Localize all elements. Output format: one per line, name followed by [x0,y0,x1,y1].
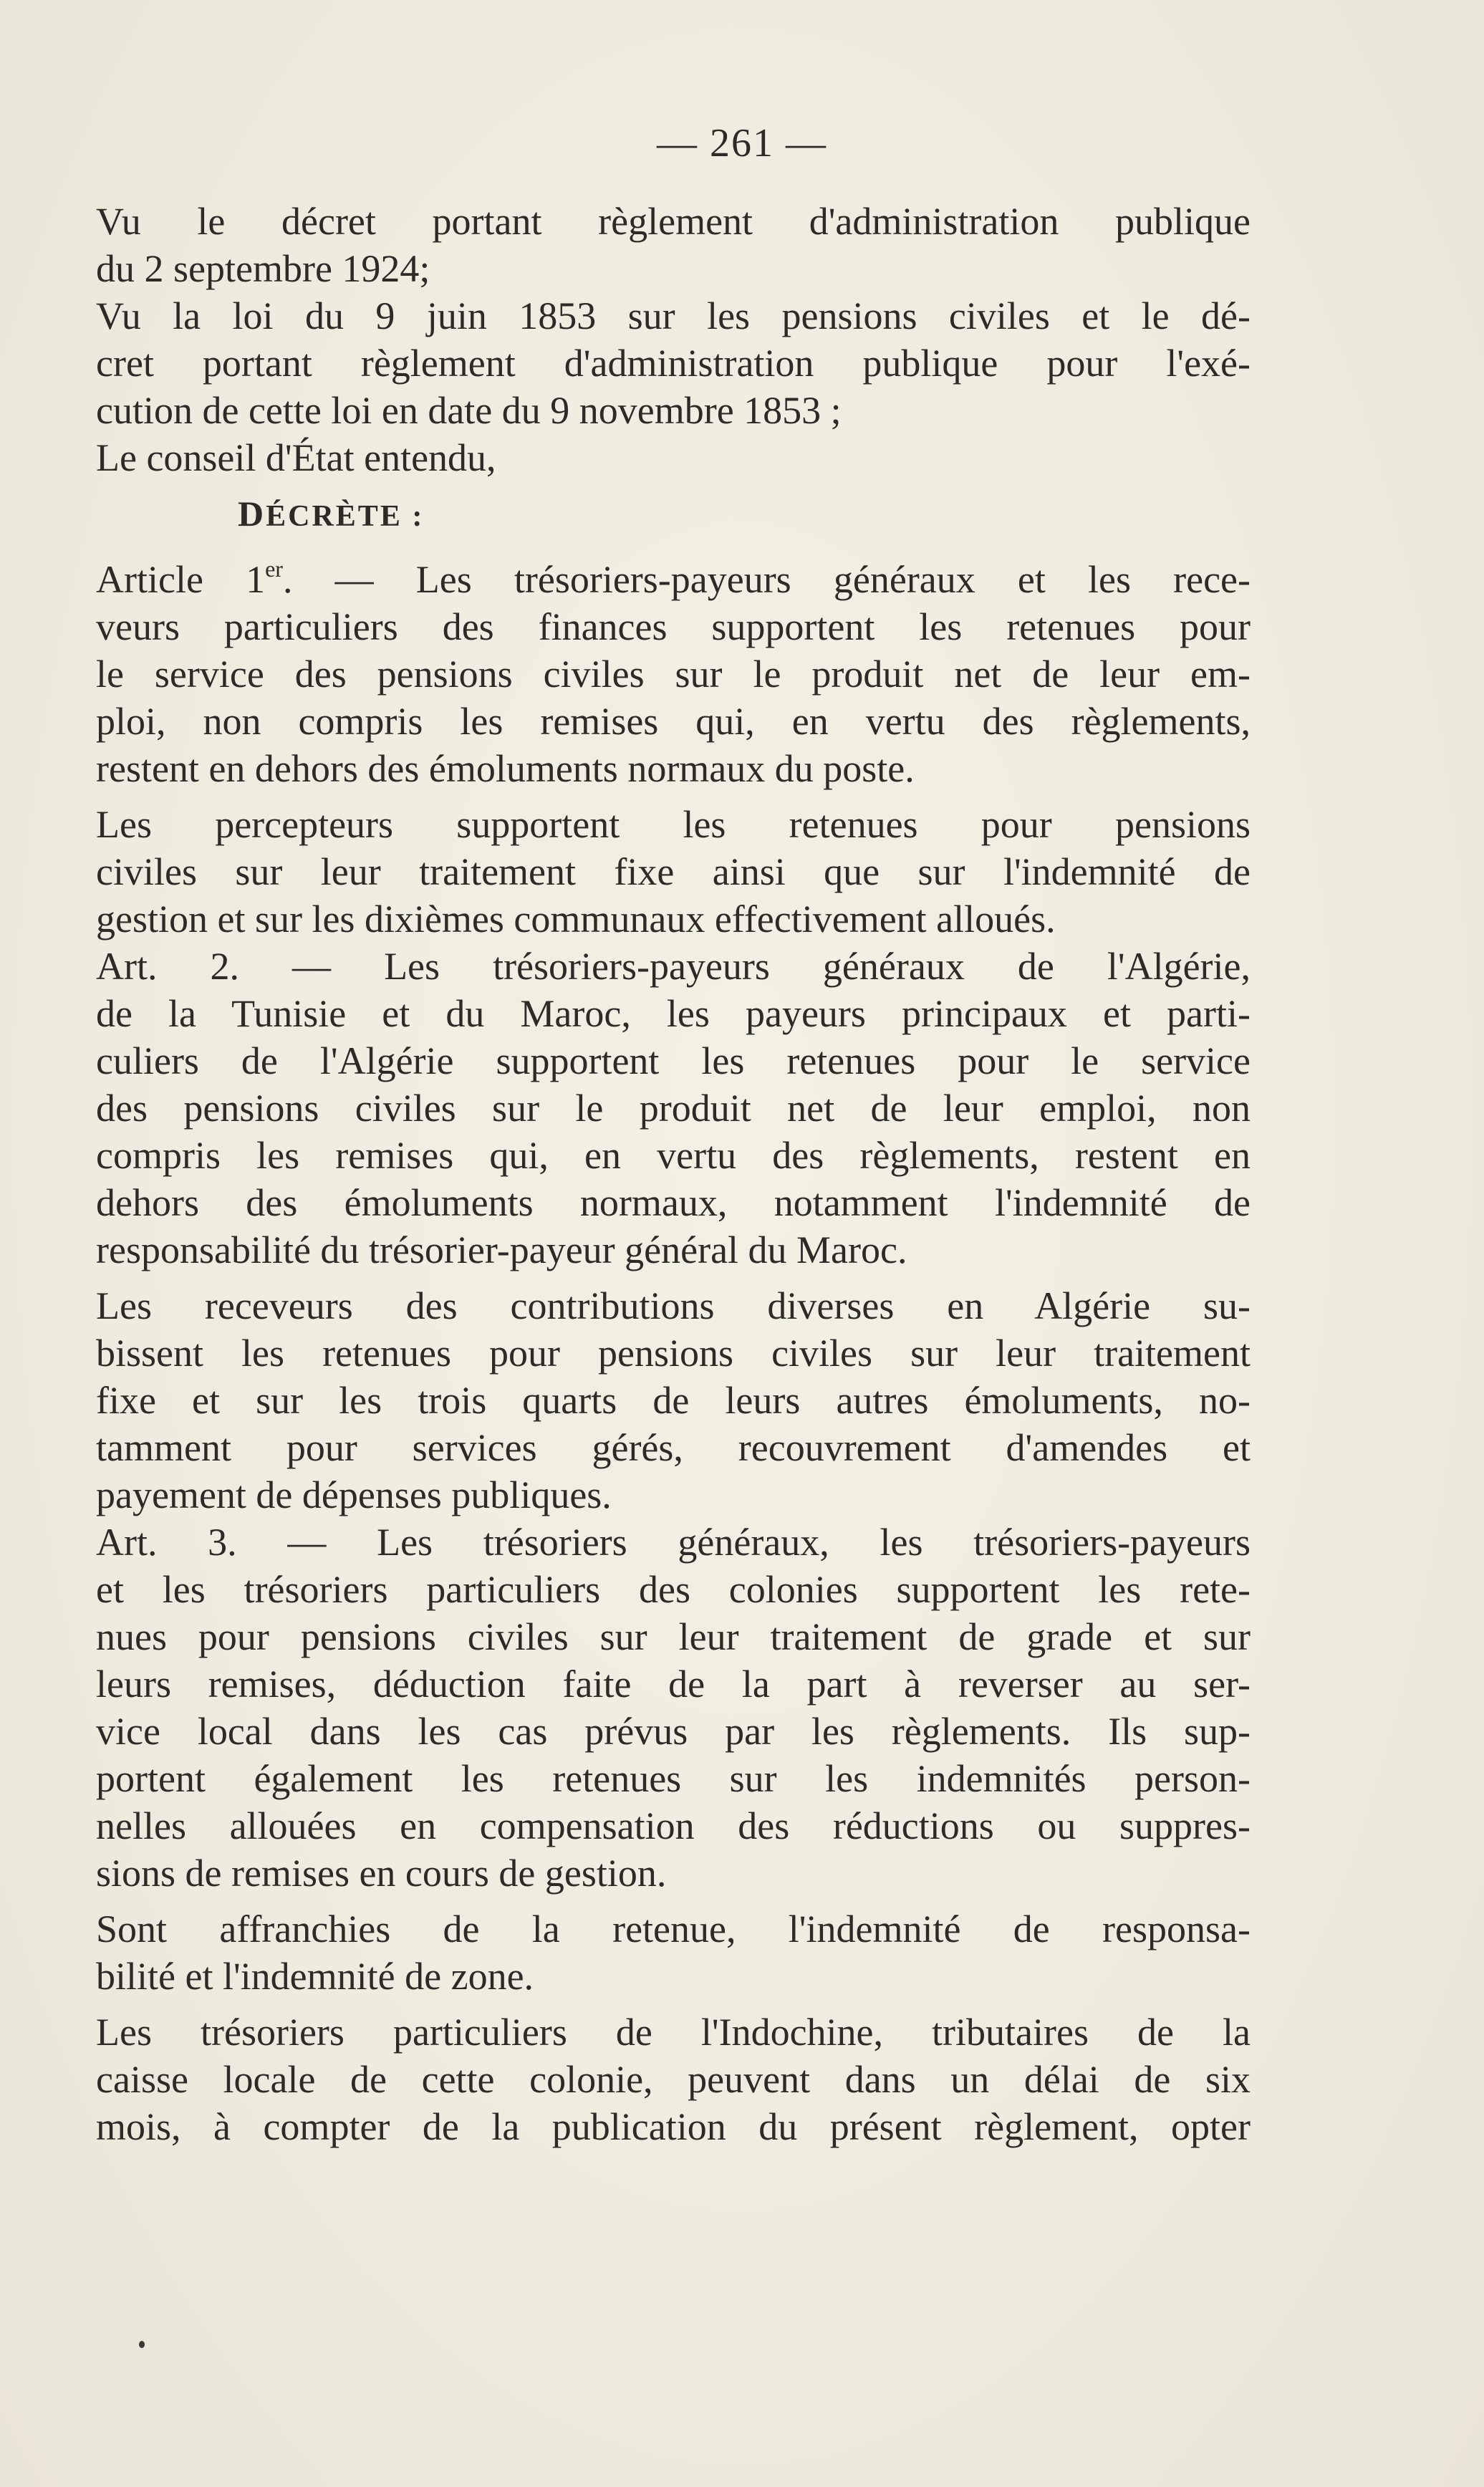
paragraph-law-reference [96,292,1251,434]
text-line: Art. 2. — Les trésoriers-payeurs généraux de l'Algérie, [96,945,1251,988]
text-line: ploi, non compris les remises qui, en vertu des règlements, [96,700,1251,743]
article-1-label: Article 1er. — [96,556,374,601]
text-line: bilité et l'indemnité de zone. [96,1955,534,1998]
text-line: Art. 3. — Les trésoriers généraux, les trésoriers-payeurs [96,1521,1251,1564]
text-line: du 2 septembre 1924; [96,247,430,290]
paragraph-percepteurs [96,801,1251,943]
article-1-first-line-rest: Les trésoriers-payeurs généraux et les rece- [415,558,1251,601]
text-line: vice local dans les cas prévus par les règlements. Ils sup- [96,1710,1251,1753]
text-line: civiles sur leur traitement fixe ainsi que sur l'indemnité de [96,850,1251,893]
text-line: mois, à compter de la publication du présent règlement, opter [96,2105,1251,2148]
text-line: gestion et sur les dixièmes communaux effectivement alloués. [96,898,1056,941]
paragraph-affranchies [96,1905,1251,2000]
decrete-heading: DÉCRÈTE : [238,494,425,534]
text-line: de la Tunisie et du Maroc, les payeurs principaux et parti- [96,992,1251,1035]
text-line: cution de cette loi en date du 9 novembre 1853 ; [96,389,842,432]
text-line: Vu le décret portant règlement d'administration publique [96,200,1251,243]
paragraph-receveurs [96,1282,1251,1519]
text-line: responsabilité du trésorier-payeur général du Maroc. [96,1228,907,1271]
text-line: des pensions civiles sur le produit net de leur emploi, non [96,1087,1251,1130]
text-line: tamment pour services gérés, recouvrement d'amendes et [96,1426,1251,1469]
paragraph-article-2 [96,943,1251,1274]
paragraph-article-3 [96,1519,1251,1897]
text-line: Le conseil d'État entendu, [96,436,496,479]
text-line: et les trésoriers particuliers des colonies supportent les rete- [96,1568,1251,1611]
article-1-first-line [96,556,1251,603]
text-line: sions de remises en cours de gestion. [96,1852,667,1895]
paragraph-article-1 [96,556,1251,792]
text-line: le service des pensions civiles sur le produit net de leur em- [96,653,1251,696]
text-line: Les trésoriers particuliers de l'Indochine, tributaires de la [96,2011,1251,2054]
text-line: portent également les retenues sur les indemnités person- [96,1757,1251,1800]
text-line: fixe et sur les trois quarts de leurs autres émoluments, no- [96,1379,1251,1422]
text-line: compris les remises qui, en vertu des règlements, restent en [96,1134,1251,1177]
text-line: Les receveurs des contributions diverses en Algérie su- [96,1284,1251,1327]
text-line: payement de dépenses publiques. [96,1473,612,1516]
paragraph-conseil-etat [96,434,1251,481]
text-line: nelles allouées en compensation des réductions ou suppres- [96,1804,1251,1847]
text-line: culiers de l'Algérie supportent les retenues pour le service [96,1039,1251,1082]
page-number: — 261 — [657,121,827,165]
text-line: veurs particuliers des finances supportent les retenues pour [96,605,1251,648]
body-text [96,198,1251,2150]
paragraph-decree-reference [96,198,1251,292]
text-line: Les percepteurs supportent les retenues pour pensions [96,803,1251,846]
text-line: nues pour pensions civiles sur leur traitement de grade et sur [96,1615,1251,1658]
text-line: dehors des émoluments normaux, notamment l'indemnité de [96,1181,1251,1224]
text-line: Sont affranchies de la retenue, l'indemnité de responsa- [96,1908,1251,1950]
paragraph-indochine [96,2009,1251,2150]
text-line: Vu la loi du 9 juin 1853 sur les pensions civiles et le dé- [96,294,1251,337]
heading-decrete [96,490,1251,537]
text-line: bissent les retenues pour pensions civiles sur leur traitement [96,1332,1251,1375]
text-line: restent en dehors des émoluments normaux du poste. [96,747,915,790]
ink-speck [139,2341,145,2348]
text-line: leurs remises, déduction faite de la part à reverser au ser- [96,1663,1251,1706]
text-line: caisse locale de cette colonie, peuvent dans un délai de six [96,2058,1251,2101]
text-line: cret portant règlement d'administration publique pour l'exé- [96,342,1251,385]
